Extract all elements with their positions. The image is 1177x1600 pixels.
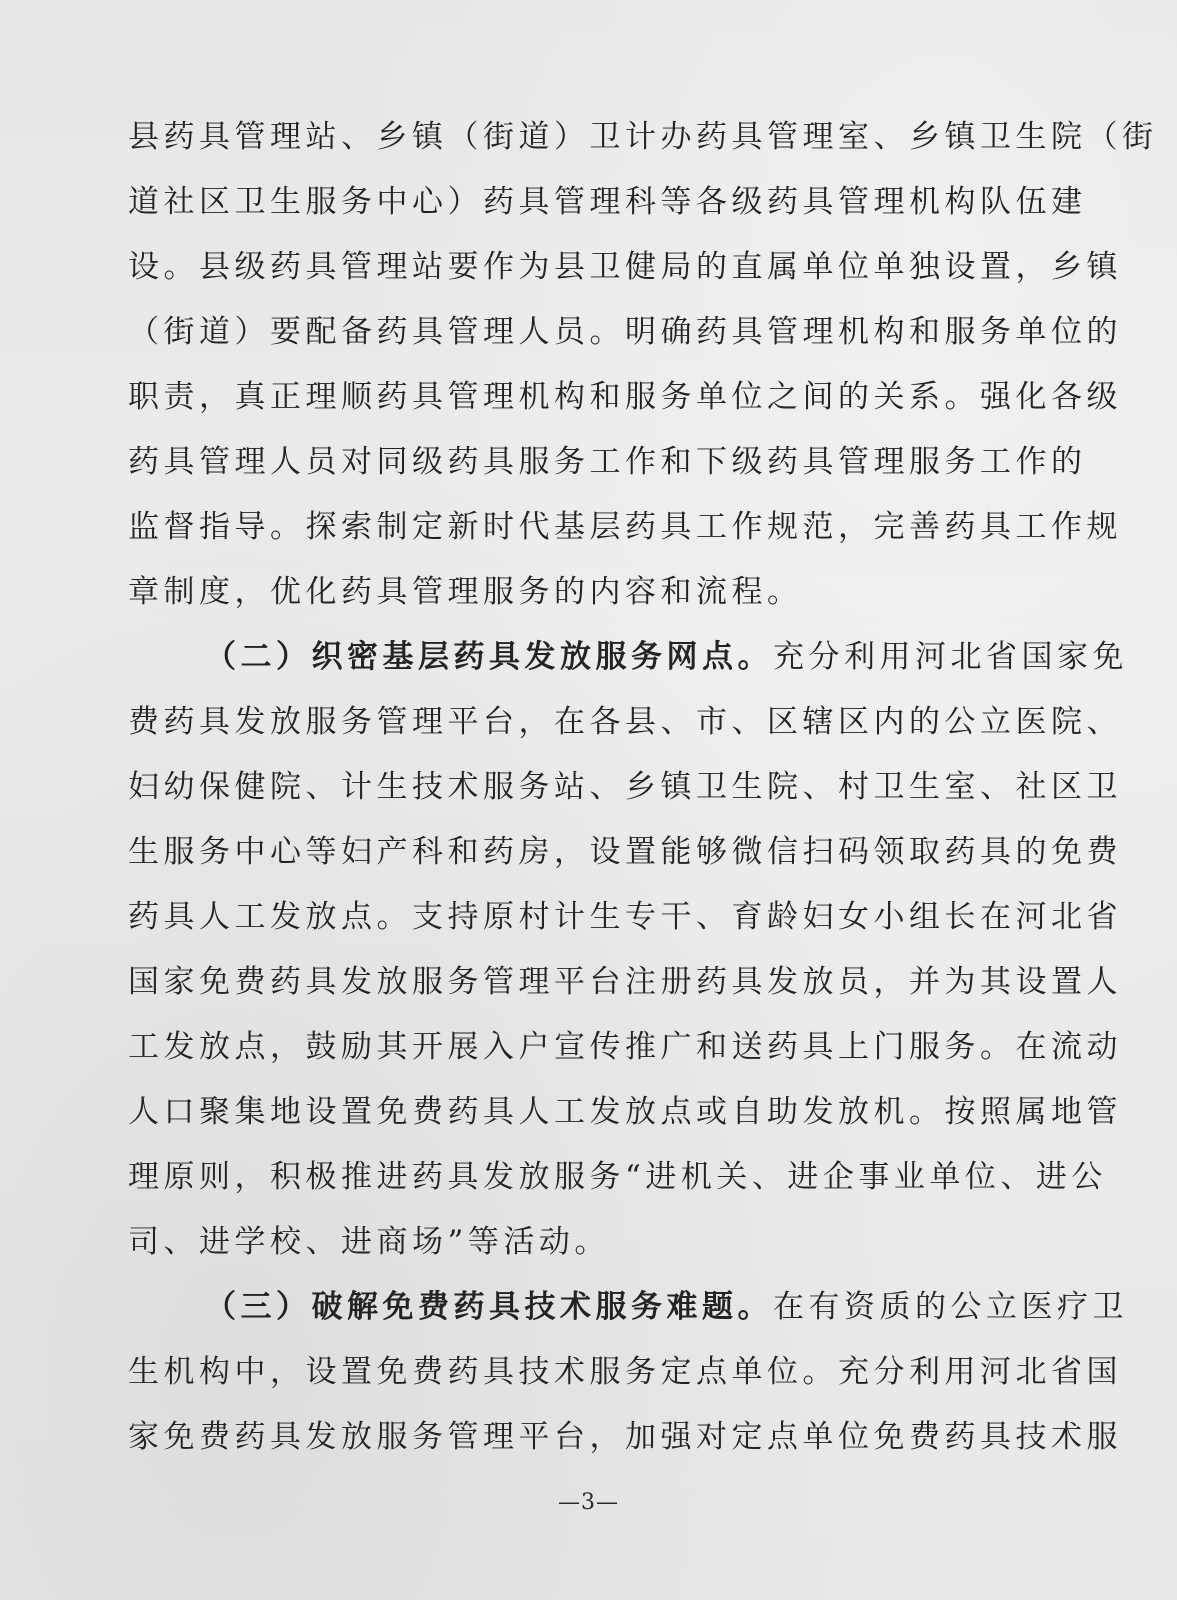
paragraph-3-text: 在有资质的公立医疗卫 <box>773 1289 1128 1325</box>
paragraph-2-line: 理原则，积极推进药具发放服务“进机关、进企事业单位、进公 <box>128 1159 1107 1195</box>
paragraph-2-text: 充分利用河北省国家免 <box>773 639 1128 675</box>
paragraph-3-line: 家免费药具发放服务管理平台，加强对定点单位免费药具技术服 <box>128 1419 1122 1455</box>
paragraph-3-first-line <box>205 1287 1128 1327</box>
paragraph-1-line: 道社区卫生服务中心）药具管理科等各级药具管理机构队伍建 <box>128 184 1087 220</box>
paragraph-2-line: 生服务中心等妇产科和药房，设置能够微信扫码领取药具的免费 <box>128 834 1122 870</box>
section-heading-2: （二）织密基层药具发放服务网点。 <box>205 639 773 675</box>
paragraph-1-line: 职责，真正理顺药具管理机构和服务单位之间的关系。强化各级 <box>128 379 1122 415</box>
paragraph-2-line: 国家免费药具发放服务管理平台注册药具发放员，并为其设置人 <box>128 964 1122 1000</box>
paragraph-2-line: 妇幼保健院、计生技术服务站、乡镇卫生院、村卫生室、社区卫 <box>128 769 1122 805</box>
paragraph-1-line: 药具管理人员对同级药具服务工作和下级药具管理服务工作的 <box>128 444 1087 480</box>
section-heading-3: （三）破解免费药具技术服务难题。 <box>205 1289 773 1325</box>
paragraph-1-line: （街道）要配备药具管理人员。明确药具管理机构和服务单位的 <box>128 314 1122 350</box>
paragraph-2-first-line <box>205 637 1128 677</box>
page-number: —3— <box>558 1490 619 1515</box>
paragraph-1-line: 县药具管理站、乡镇（街道）卫计办药具管理室、乡镇卫生院（街 <box>128 119 1158 155</box>
paragraph-1-line: 监督指导。探索制定新时代基层药具工作规范，完善药具工作规 <box>128 509 1122 545</box>
paragraph-3-line: 生机构中，设置免费药具技术服务定点单位。充分利用河北省国 <box>128 1354 1122 1390</box>
paragraph-2-line: 司、进学校、进商场”等活动。 <box>128 1224 610 1260</box>
paragraph-2-line: 工发放点，鼓励其开展入户宣传推广和送药具上门服务。在流动 <box>128 1029 1122 1065</box>
paragraph-1-line: 设。县级药具管理站要作为县卫健局的直属单位单独设置，乡镇 <box>128 249 1122 285</box>
paragraph-2-line: 费药具发放服务管理平台，在各县、市、区辖区内的公立医院、 <box>128 704 1122 740</box>
paragraph-1-line: 章制度，优化药具管理服务的内容和流程。 <box>128 574 803 610</box>
paragraph-2-line: 药具人工发放点。支持原村计生专干、育龄妇女小组长在河北省 <box>128 899 1122 935</box>
paragraph-2-line: 人口聚集地设置免费药具人工发放点或自助发放机。按照属地管 <box>128 1094 1122 1130</box>
